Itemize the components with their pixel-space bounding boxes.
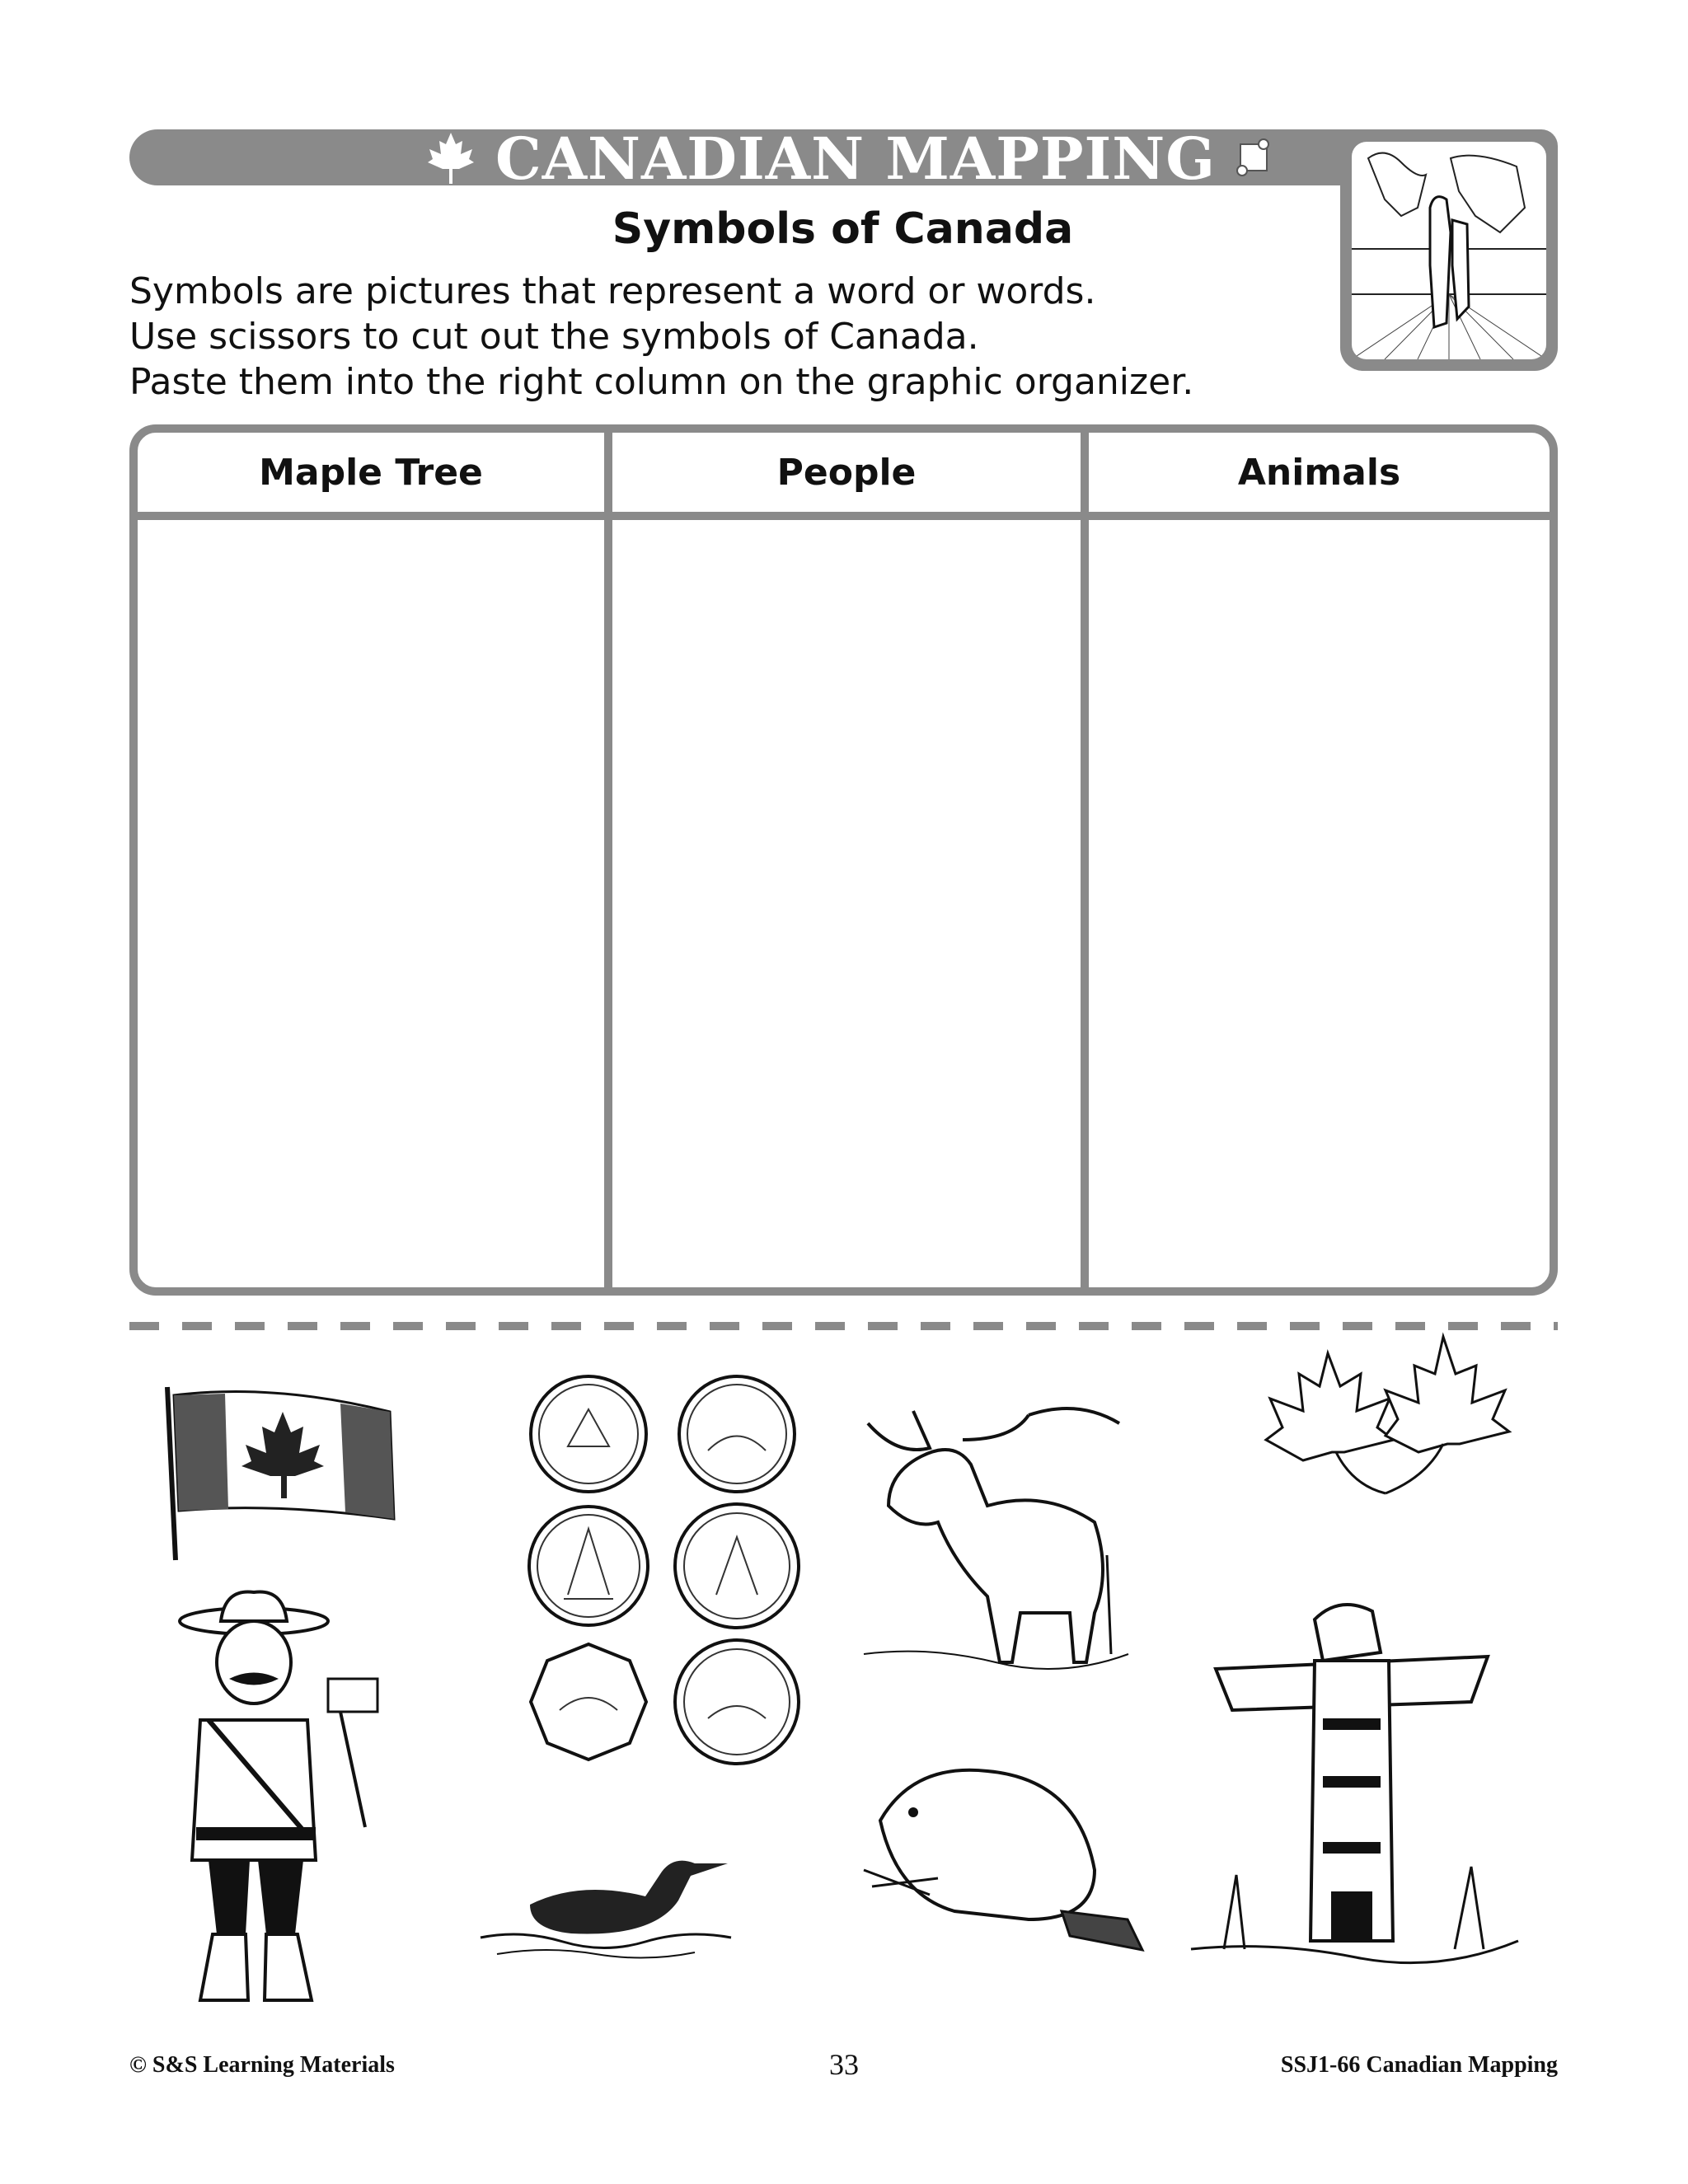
map-scroll-icon: [1236, 138, 1272, 179]
footer-book-title: SSJ1-66 Canadian Mapping: [1280, 2052, 1558, 2078]
page-number: 33: [829, 2048, 859, 2081]
canadian-flag-image[interactable]: [151, 1379, 398, 1560]
page-title: Symbols of Canada: [612, 204, 1074, 254]
footer-copyright: © S&S Learning Materials: [129, 2052, 395, 2078]
column-header-maple-tree: Maple Tree: [259, 451, 483, 494]
beaver-image[interactable]: [864, 1755, 1142, 1950]
maple-leaf-icon: [426, 131, 476, 185]
maple-leaves-image[interactable]: [1254, 1337, 1512, 1504]
header-banner: [396, 125, 1302, 191]
instruction-line: Paste them into the right column on the graphic organizer.: [129, 361, 1194, 403]
paste-area-maple-tree[interactable]: [138, 520, 604, 1287]
header-title: CANADIAN MAPPING: [495, 124, 1216, 193]
header-divider: [138, 512, 1550, 520]
graphic-organizer: [129, 424, 1558, 1296]
instruction-line: Symbols are pictures that represent a word or words.: [129, 270, 1096, 312]
instruction-line: Use scissors to cut out the symbols of Canada.: [129, 316, 979, 358]
canadian-coins-image[interactable]: [527, 1372, 801, 1769]
children-at-world-map-illustration: [1352, 142, 1546, 359]
column-header-animals: Animals: [1237, 451, 1401, 494]
column-header-people: People: [776, 451, 917, 494]
loon-image[interactable]: [481, 1839, 731, 1957]
column-divider: [1081, 433, 1089, 1287]
totem-pole-image[interactable]: [1191, 1595, 1518, 1978]
paste-area-animals[interactable]: [1089, 520, 1550, 1287]
paste-area-people[interactable]: [612, 520, 1081, 1287]
column-divider: [604, 433, 612, 1287]
moose-image[interactable]: [864, 1407, 1128, 1678]
cut-line: [129, 1322, 1558, 1330]
rcmp-mountie-image[interactable]: [151, 1588, 390, 2006]
